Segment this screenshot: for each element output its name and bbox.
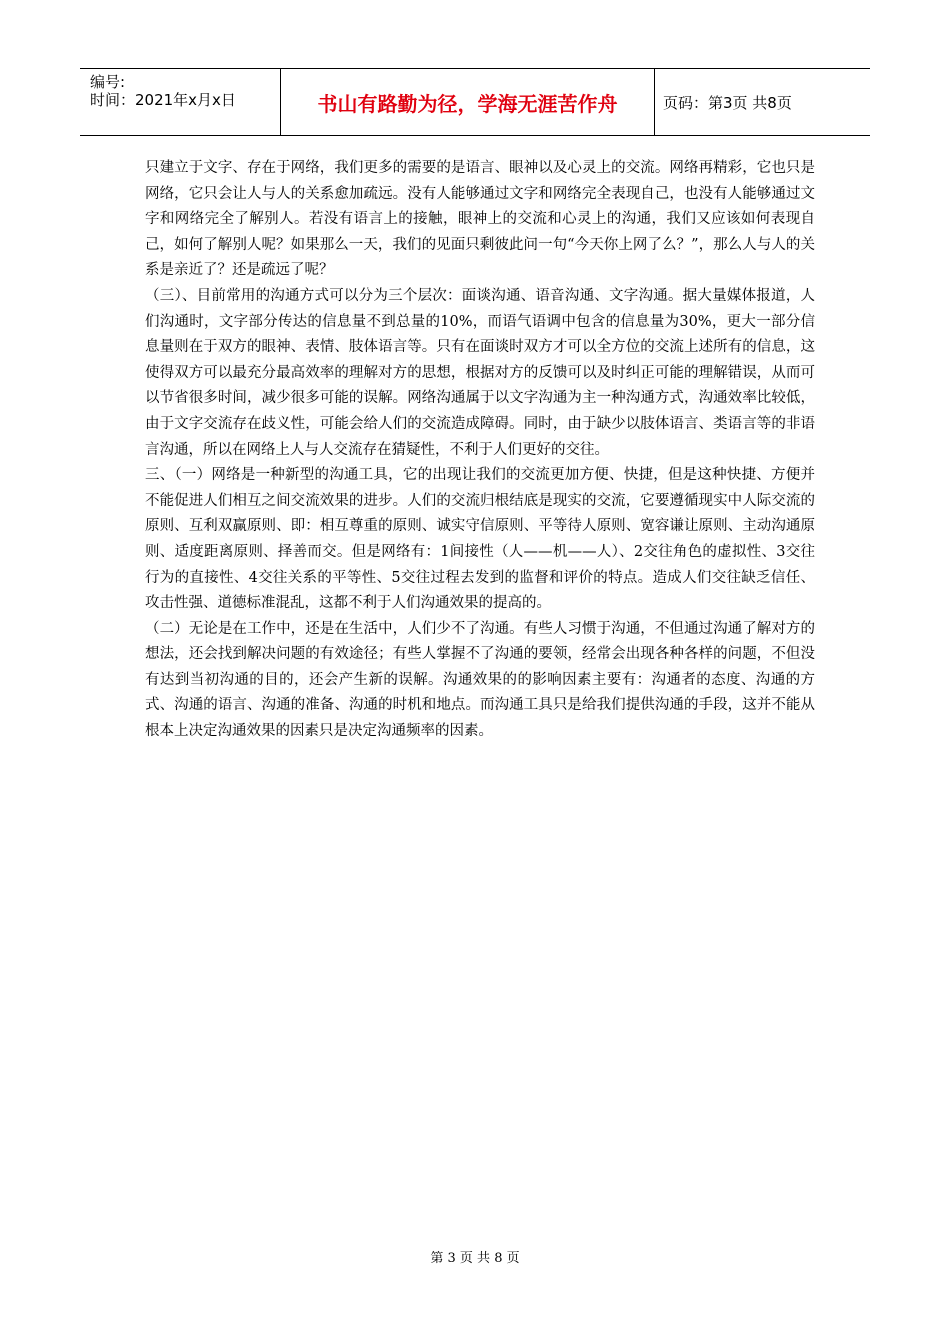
header-meta	[80, 69, 281, 135]
page-footer: 第 3 页 共 8 页	[430, 1251, 520, 1266]
paragraph: 三、（一）网络是一种新型的沟通工具，它的出现让我们的交流更加方便、快捷，但是这种快捷、方便并不能促进人们相互之间交流效果的进步。人们的交流归根结底是现实的交流，它要遵循现实中人际交流的原则、互利双赢原则、即：相互尊重的原则、诚实守信原则、平等待人原则、宽容谦让原则、主动沟通原则、适度距离原则、择善而交。但是网络有：1间接性（人——机——人）、2交往角色的虚拟性、3交往行为的直接性、4交往关系的平等性、5交往过程去发到的监督和评价的特点。造成人们交往缺乏信任、攻击性强、道德标准混乱，这都不利于人们沟通效果的提高的。	[145, 467, 815, 612]
page-header	[80, 68, 870, 136]
paragraph: 只建立于文字、存在于网络，我们更多的需要的是语言、眼神以及心灵上的交流。网络再精彩，它也只是网络，它只会让人与人的关系愈加疏远。没有人能够通过文字和网络完全表现自己，也没有人能够通过文字和网络完全了解别人。若没有语言上的接触，眼神上的交流和心灵上的沟通，我们又应该如何表现自己，如何了解别人呢？如果那么一天，我们的见面只剩彼此问一句“今天你上网了么？”，那么人与人的关系是亲近了？还是疏远了呢？	[145, 160, 815, 279]
header-motto: 书山有路勤为径，学海无涯苦作舟	[281, 69, 655, 135]
paragraph: （二）无论是在工作中，还是在生活中，人们少不了沟通。有些人习惯于沟通，不但通过沟通了解对方的想法，还会找到解决问题的有效途径；有些人掌握不了沟通的要领，经常会出现各种各样的问题，不但没有达到当初沟通的目的，还会产生新的误解。沟通效果的的影响因素主要有：沟通者的态度、沟通的方式、沟通的语言、沟通的准备、沟通的时机和地点。而沟通工具只是给我们提供沟通的手段，这并不能从根本上决定沟通效果的因素只是决定沟通频率的因素。	[145, 620, 815, 740]
paragraph: （三）、目前常用的沟通方式可以分为三个层次：面谈沟通、语音沟通、文字沟通。据大量媒体报道，人们沟通时，文字部分传达的信息量不到总量的10%，而语气语调中包含的信息量为30%，更大一部分信息量则在于双方的眼神、表情、肢体语言等。只有在面谈时双方才可以全方位的交流上述所有的信息，这使得双方可以最充分最高效率的理解对方的思想，根据对方的反馈可以及时纠正可能的理解错误，从而可以节省很多时间，减少很多可能的误解。网络沟通属于以文字沟通为主一种沟通方式，沟通效率比较低，由于文字交流存在歧义性，可能会给人们的交流造成障碍。同时，由于缺少以肢体语言、类语言等的非语言沟通，所以在网络上人与人交流存在猜疑性，不利于人们更好的交往。	[145, 287, 815, 458]
doc-number-label: 编号:	[90, 73, 126, 91]
doc-time: 时间：2021年x月x日	[90, 91, 236, 109]
header-page-info: 页码：第3页 共8页	[663, 93, 792, 112]
document-body	[145, 156, 815, 745]
